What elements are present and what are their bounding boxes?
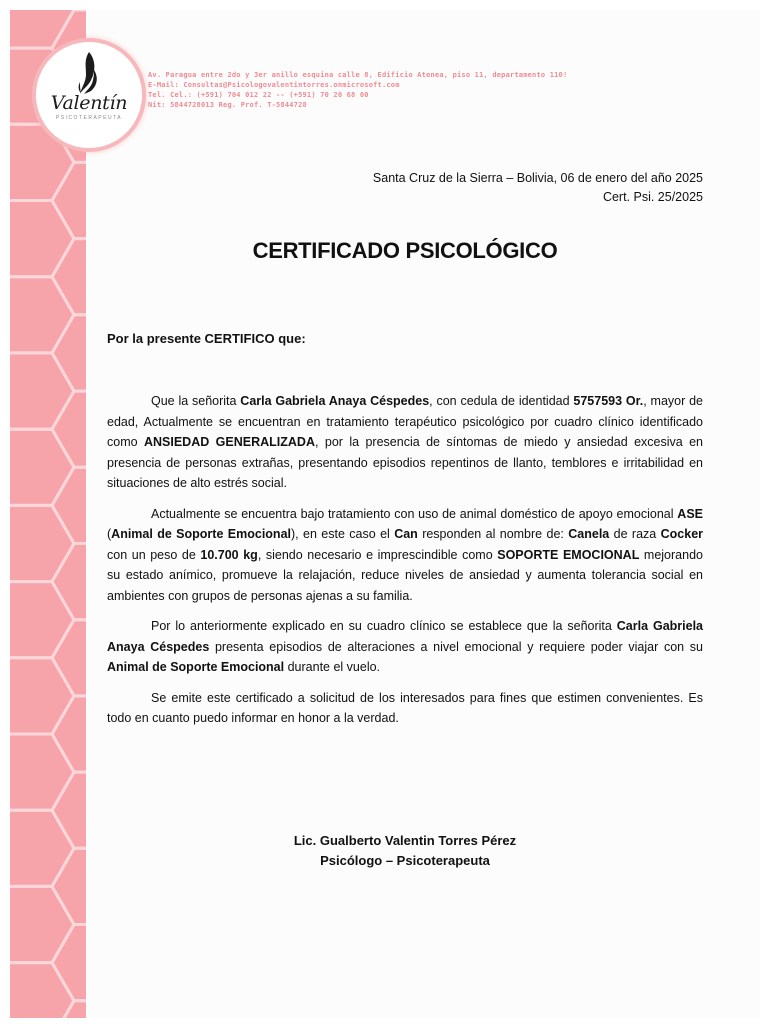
hexagon-shape: [10, 201, 74, 277]
paragraph-closing: [107, 688, 703, 729]
signer-name: Lic. Gualberto Valentin Torres Pérez: [293, 833, 517, 848]
decorative-side-band: [10, 10, 86, 1018]
paragraph-treatment: [107, 504, 703, 607]
text-run: con un peso de: [107, 547, 201, 562]
signature-block: [107, 831, 703, 871]
text-run: ), en este caso el: [291, 527, 395, 541]
cert-number: Cert. Psi. 25/2025: [602, 190, 703, 204]
hexagon-shape: [10, 277, 74, 353]
intro-line: Por la presente CERTIFICO que:: [107, 331, 306, 346]
place-date: Santa Cruz de la Sierra – Bolivia, 06 de enero del año 2025: [372, 171, 703, 185]
text-run: Que la señorita: [151, 394, 241, 408]
hexagon-shape: [10, 963, 74, 1018]
contact-phone: Tel. Cel.: (+591) 704 012 22 -- (+591) 70 20 68 00: [148, 91, 369, 99]
signer-title: Psicólogo – Psicoterapeuta: [320, 853, 490, 868]
bold-run: ASE: [677, 506, 703, 521]
contact-address: Av. Paragua entre 2do y 3er anillo esquina calle 8, Edificio Atenea, piso 11, departamento 110!: [148, 71, 568, 79]
text-run: (: [107, 527, 112, 541]
paragraph-diagnosis: [107, 391, 703, 494]
bold-run: Cocker: [660, 527, 704, 541]
hexagon-shape: [10, 734, 74, 810]
logo-subtitle: PSICOTERAPEUTA: [55, 115, 123, 121]
bold-run: 5757593 Or.: [573, 394, 644, 408]
bold-run: Animal de Soporte Emocional: [107, 660, 285, 674]
hexagon-shape: [10, 353, 74, 429]
place-date-block: [373, 169, 703, 207]
paragraph-conclusion: [107, 616, 703, 678]
document-title: CERTIFICADO PSICOLÓGICO: [252, 238, 558, 263]
text-run: , siendo necesario e imprescindible como: [257, 547, 498, 562]
hexagon-shape: [10, 429, 74, 505]
text-run: mejorando su estado anímico, promueve la relajación, reduce niveles de ansiedad y aumenta tolerancia social en ambientes con grupos de personas ajenas a su familia.: [107, 547, 703, 603]
bold-run: 10.700 kg: [200, 547, 258, 562]
hexagon-shape: [10, 505, 74, 581]
bold-run: Carla Gabriela Anaya Céspedes: [107, 619, 704, 654]
contact-info: [148, 70, 608, 110]
hexagon-shape: [10, 658, 74, 734]
text-run: de raza: [609, 527, 661, 541]
logo: [36, 42, 142, 148]
text-run: , con cedula de identidad: [429, 394, 574, 408]
text-run: , por la presencia de síntomas de miedo y ansiedad excesiva en presencia de personas extrañas, presentando episodios repentinos de llanto, temblores e irritabilidad en situaciones de alto estrés social.: [107, 435, 704, 490]
text-run: Actualmente se encuentra bajo tratamiento con uso de animal doméstico de apoyo emocional: [151, 506, 678, 521]
bold-run: Carla Gabriela Anaya Céspedes: [240, 394, 430, 408]
contact-email[interactable]: E-Mail: Consultas@Psicologovalentintorres.onmicrosoft.com: [148, 81, 400, 89]
hexagon-shape: [10, 582, 74, 658]
hexagon-pattern: [10, 10, 86, 1018]
text-run: responden al nombre de:: [417, 527, 569, 541]
bold-run: Can: [394, 527, 418, 541]
contact-nit: Nit: 5844728013 Reg. Prof. T-5844728: [148, 101, 307, 109]
hexagon-shape: [52, 1001, 86, 1018]
bold-run: Animal de Soporte Emocional: [111, 527, 291, 541]
text-run: Se emite este certificado a solicitud de los interesados para fines que estimen convenientes. Es todo en cuanto puedo informar en honor a la verdad.: [107, 690, 703, 725]
bold-run: SOPORTE EMOCIONAL: [497, 547, 640, 562]
text-run: Por lo anteriormente explicado en su cuadro clínico se establece que la señorita: [151, 619, 617, 633]
certificate-body: [107, 391, 703, 739]
text-run: , mayor de edad, Actualmente se encuentran en tratamiento terapéutico psicológico por cuadro clínico identificado como: [107, 394, 703, 449]
logo-name: Valentín: [50, 92, 128, 114]
bold-run: Canela: [568, 527, 610, 541]
text-run: durante el vuelo.: [284, 660, 381, 674]
text-run: presenta episodios de alteraciones a nivel emocional y requiere poder viajar con su: [209, 639, 703, 654]
hexagon-shape: [10, 886, 74, 962]
hexagon-shape: [10, 810, 74, 886]
bold-run: ANSIEDAD GENERALIZADA: [143, 435, 315, 449]
